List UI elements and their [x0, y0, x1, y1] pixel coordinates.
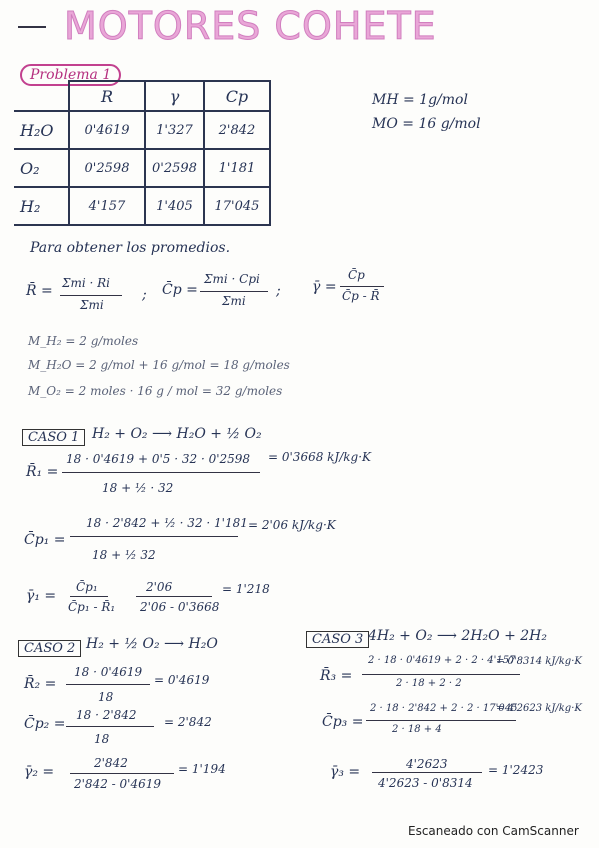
r-formula-num: Σmi · Ri [62, 276, 111, 290]
caso1-r-result: = 0'3668 kJ/kg·K [268, 450, 372, 464]
table-header-cell: R [69, 81, 145, 111]
caso2-r-lhs: R̄₂ = [24, 676, 57, 692]
table-cell: 1'405 [145, 187, 204, 225]
caso3-r-lhs: R̄₃ = [320, 668, 353, 684]
cp-formula-den: Σmi [222, 294, 246, 308]
caso2-gamma-result: = 1'194 [178, 762, 226, 776]
table-header-cell: Cp [204, 81, 270, 111]
fraction-line [62, 472, 260, 473]
fraction-line [372, 772, 482, 773]
gamma-formula-den: C̄p - R̄ [342, 289, 380, 303]
molar-note: MO = 16 g/mol [372, 116, 481, 132]
table-row [14, 111, 270, 149]
caso3-gamma-result: = 1'2423 [488, 763, 544, 777]
caso3-label: CASO 3 [306, 631, 369, 648]
fraction-line [340, 286, 384, 287]
caso3-reaction: 4H₂ + O₂ ⟶ 2H₂O + 2H₂ [368, 628, 547, 644]
page-title: MOTORES COHETE [64, 4, 437, 48]
caso1-reaction: H₂ + O₂ ⟶ H₂O + ½ O₂ [92, 426, 262, 442]
table-row [14, 187, 270, 225]
table-cell: O₂ [14, 149, 69, 187]
caso2-r-den: 18 [98, 690, 114, 704]
caso3-r-result: = 0'8314 kJ/kg·K [496, 656, 582, 667]
caso3-r-num: 2 · 18 · 0'4619 + 2 · 2 · 4'157 [368, 655, 516, 666]
fraction-line [60, 295, 122, 296]
caso1-gamma-den: C̄p₁ - R̄₁ [68, 600, 116, 614]
caso3-cp-result: = 4'2623 kJ/kg·K [496, 703, 582, 714]
table-cell: 0'4619 [69, 111, 145, 149]
fraction-line [362, 674, 520, 675]
table-header-row [14, 81, 270, 111]
caso2-gamma-lhs: γ̄₂ = [24, 764, 55, 780]
fraction-line [136, 596, 212, 597]
header-dash [18, 26, 46, 28]
properties-table [14, 80, 271, 226]
caso2-cp-lhs: C̄p₂ = [24, 716, 66, 732]
molar-mass-line: M_H₂ = 2 g/moles [28, 334, 139, 348]
separator: ; [276, 283, 281, 299]
molar-note: MH = 1g/mol [372, 92, 468, 108]
caso1-label: CASO 1 [22, 429, 85, 446]
intro-text: Para obtener los promedios. [30, 240, 231, 256]
table-row [14, 149, 270, 187]
caso1-gamma-num: C̄p₁ [76, 580, 98, 594]
table-cell: 1'181 [204, 149, 270, 187]
caso2-cp-num: 18 · 2'842 [76, 708, 137, 722]
table-cell: 17'045 [204, 187, 270, 225]
cp-formula-lhs: C̄p = [162, 282, 198, 298]
cp-formula-num: Σmi · Cpi [204, 272, 260, 286]
fraction-line [200, 291, 268, 292]
r-formula-lhs: R̄ = [26, 283, 53, 299]
table-cell: 0'2598 [145, 149, 204, 187]
gamma-formula-lhs: γ̄ = [312, 279, 337, 295]
fraction-line [70, 596, 108, 597]
table-cell: 2'842 [204, 111, 270, 149]
caso2-r-result: = 0'4619 [154, 673, 210, 687]
caso1-gamma-result: = 1'218 [222, 582, 270, 596]
caso2-gamma-num: 2'842 [94, 756, 128, 770]
caso1-gamma-lhs: γ̄₁ = [26, 588, 57, 604]
caso2-gamma-den: 2'842 - 0'4619 [74, 777, 161, 791]
table-header-cell [14, 81, 69, 111]
table-cell: H₂ [14, 187, 69, 225]
caso1-cp-num: 18 · 2'842 + ½ · 32 · 1'181 [86, 516, 248, 530]
caso2-label: CASO 2 [18, 640, 81, 657]
caso2-cp-den: 18 [94, 732, 110, 746]
fraction-line [66, 684, 150, 685]
fraction-line [70, 773, 174, 774]
caso1-gamma-mid-den: 2'06 - 0'3668 [140, 600, 220, 614]
caso1-r-lhs: R̄₁ = [26, 464, 59, 480]
caso1-gamma-mid-num: 2'06 [146, 580, 173, 594]
table-header-cell: γ [145, 81, 204, 111]
caso3-gamma-den: 4'2623 - 0'8314 [378, 776, 473, 790]
caso3-gamma-num: 4'2623 [406, 757, 448, 771]
fraction-line [70, 536, 238, 537]
caso1-r-den: 18 + ½ · 32 [102, 481, 174, 495]
table-cell: 4'157 [69, 187, 145, 225]
caso2-r-num: 18 · 0'4619 [74, 665, 143, 679]
caso3-cp-num: 2 · 18 · 2'842 + 2 · 2 · 17'045 [370, 703, 518, 714]
table-cell: 0'2598 [69, 149, 145, 187]
caso3-gamma-lhs: γ̄₃ = [330, 764, 361, 780]
caso1-r-num: 18 · 0'4619 + 0'5 · 32 · 0'2598 [66, 452, 251, 466]
problem-label: Problema 1 [20, 64, 121, 86]
scanner-watermark: Escaneado con CamScanner [408, 824, 579, 838]
caso1-cp-den: 18 + ½ 32 [92, 548, 156, 562]
molar-mass-line: M_O₂ = 2 moles · 16 g / mol = 32 g/moles [28, 384, 283, 398]
fraction-line [66, 726, 154, 727]
caso1-cp-lhs: C̄p₁ = [24, 532, 66, 548]
caso3-cp-den: 2 · 18 + 4 [392, 724, 442, 735]
gamma-formula-num: C̄p [348, 268, 365, 282]
caso2-cp-result: = 2'842 [164, 715, 212, 729]
caso3-cp-lhs: C̄p₃ = [322, 714, 364, 730]
caso3-r-den: 2 · 18 + 2 · 2 [396, 678, 462, 689]
r-formula-den: Σmi [80, 298, 104, 312]
caso1-cp-result: = 2'06 kJ/kg·K [248, 518, 336, 532]
separator: ; [142, 287, 147, 303]
table-cell: H₂O [14, 111, 69, 149]
table-cell: 1'327 [145, 111, 204, 149]
molar-mass-line: M_H₂O = 2 g/mol + 16 g/mol = 18 g/moles [28, 358, 290, 372]
fraction-line [366, 720, 516, 721]
caso2-reaction: H₂ + ½ O₂ ⟶ H₂O [86, 636, 218, 652]
